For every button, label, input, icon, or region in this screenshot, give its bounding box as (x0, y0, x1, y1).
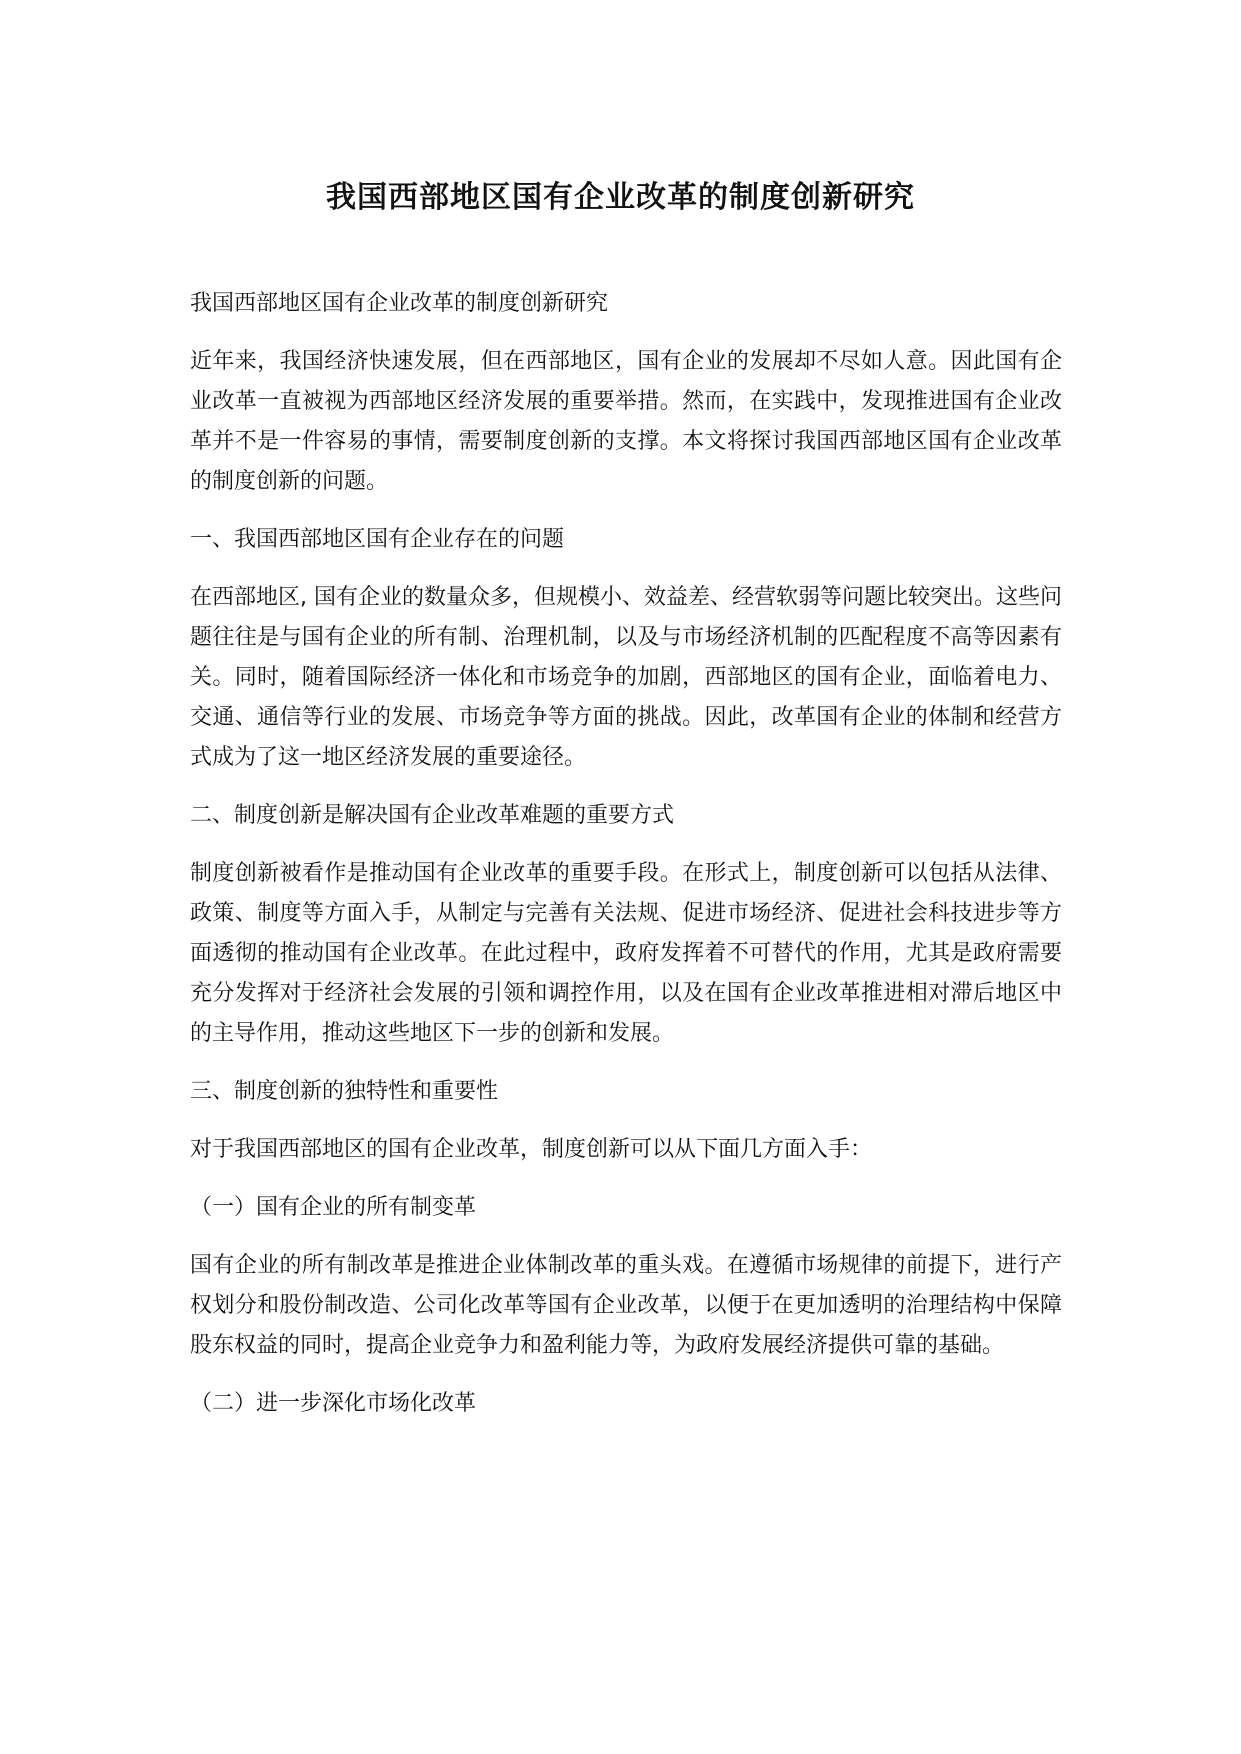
section-2-paragraph: 制度创新被看作是推动国有企业改革的重要手段。在形式上，制度创新可以包括从法律、政策、制度等方面入手，从制定与完善有关法规、促进市场经济、促进社会科技进步等方面透彻的推动国有企业改革。在此过程中，政府发挥着不可替代的作用，尤其是政府需要充分发挥对于经济社会发展的引领和调控作用，以及在国有企业改革推进相对滞后地区中的主导作用，推动这些地区下一步的创新和发展。 (190, 861, 1062, 1046)
subsection-1-paragraph: 国有企业的所有制改革是推进企业体制改革的重头戏。在遵循市场规律的前提下，进行产权划分和股份制改造、公司化改革等国有企业改革，以便于在更加透明的治理结构中保障股东权益的同时，提高企业竞争力和盈利能力等，为政府发展经济提供可靠的基础。 (190, 1253, 1062, 1358)
subsection-heading-1: （一）国有企业的所有制变革 (190, 1195, 477, 1220)
section-heading-3: 三、制度创新的独特性和重要性 (190, 1079, 499, 1104)
subsection-heading-2: （二）进一步深化市场化改革 (190, 1391, 477, 1416)
section-heading-1: 一、我国西部地区国有企业存在的问题 (190, 527, 565, 552)
document-title: 我国西部地区国有企业改革的制度创新研究 (326, 180, 915, 215)
section-heading-2: 二、制度创新是解决国有企业改革难题的重要方式 (190, 803, 675, 828)
section-1-paragraph: 在西部地区, 国有企业的数量众多，但规模小、效益差、经营软弱等问题比较突出。这些问题往往是与国有企业的所有制、治理机制，以及与市场经济机制的匹配程度不高等因素有关。同时，随着国际经济一体化和市场竞争的加剧，西部地区的国有企业，面临着电力、交通、通信等行业的发展、市场竞争等方面的挑战。因此，改革国有企业的体制和经营方式成为了这一地区经济发展的重要途径。 (190, 585, 1062, 770)
intro-paragraph: 近年来，我国经济快速发展，但在西部地区，国有企业的发展却不尽如人意。因此国有企业改革一直被视为西部地区经济发展的重要举措。然而，在实践中，发现推进国有企业改革并不是一件容易的事情，需要制度创新的支撑。本文将探讨我国西部地区国有企业改革的制度创新的问题。 (190, 349, 1062, 494)
intro-subtitle: 我国西部地区国有企业改革的制度创新研究 (190, 291, 609, 316)
section-3-intro-paragraph: 对于我国西部地区的国有企业改革，制度创新可以从下面几方面入手： (190, 1137, 873, 1162)
document-body (190, 284, 1062, 1442)
